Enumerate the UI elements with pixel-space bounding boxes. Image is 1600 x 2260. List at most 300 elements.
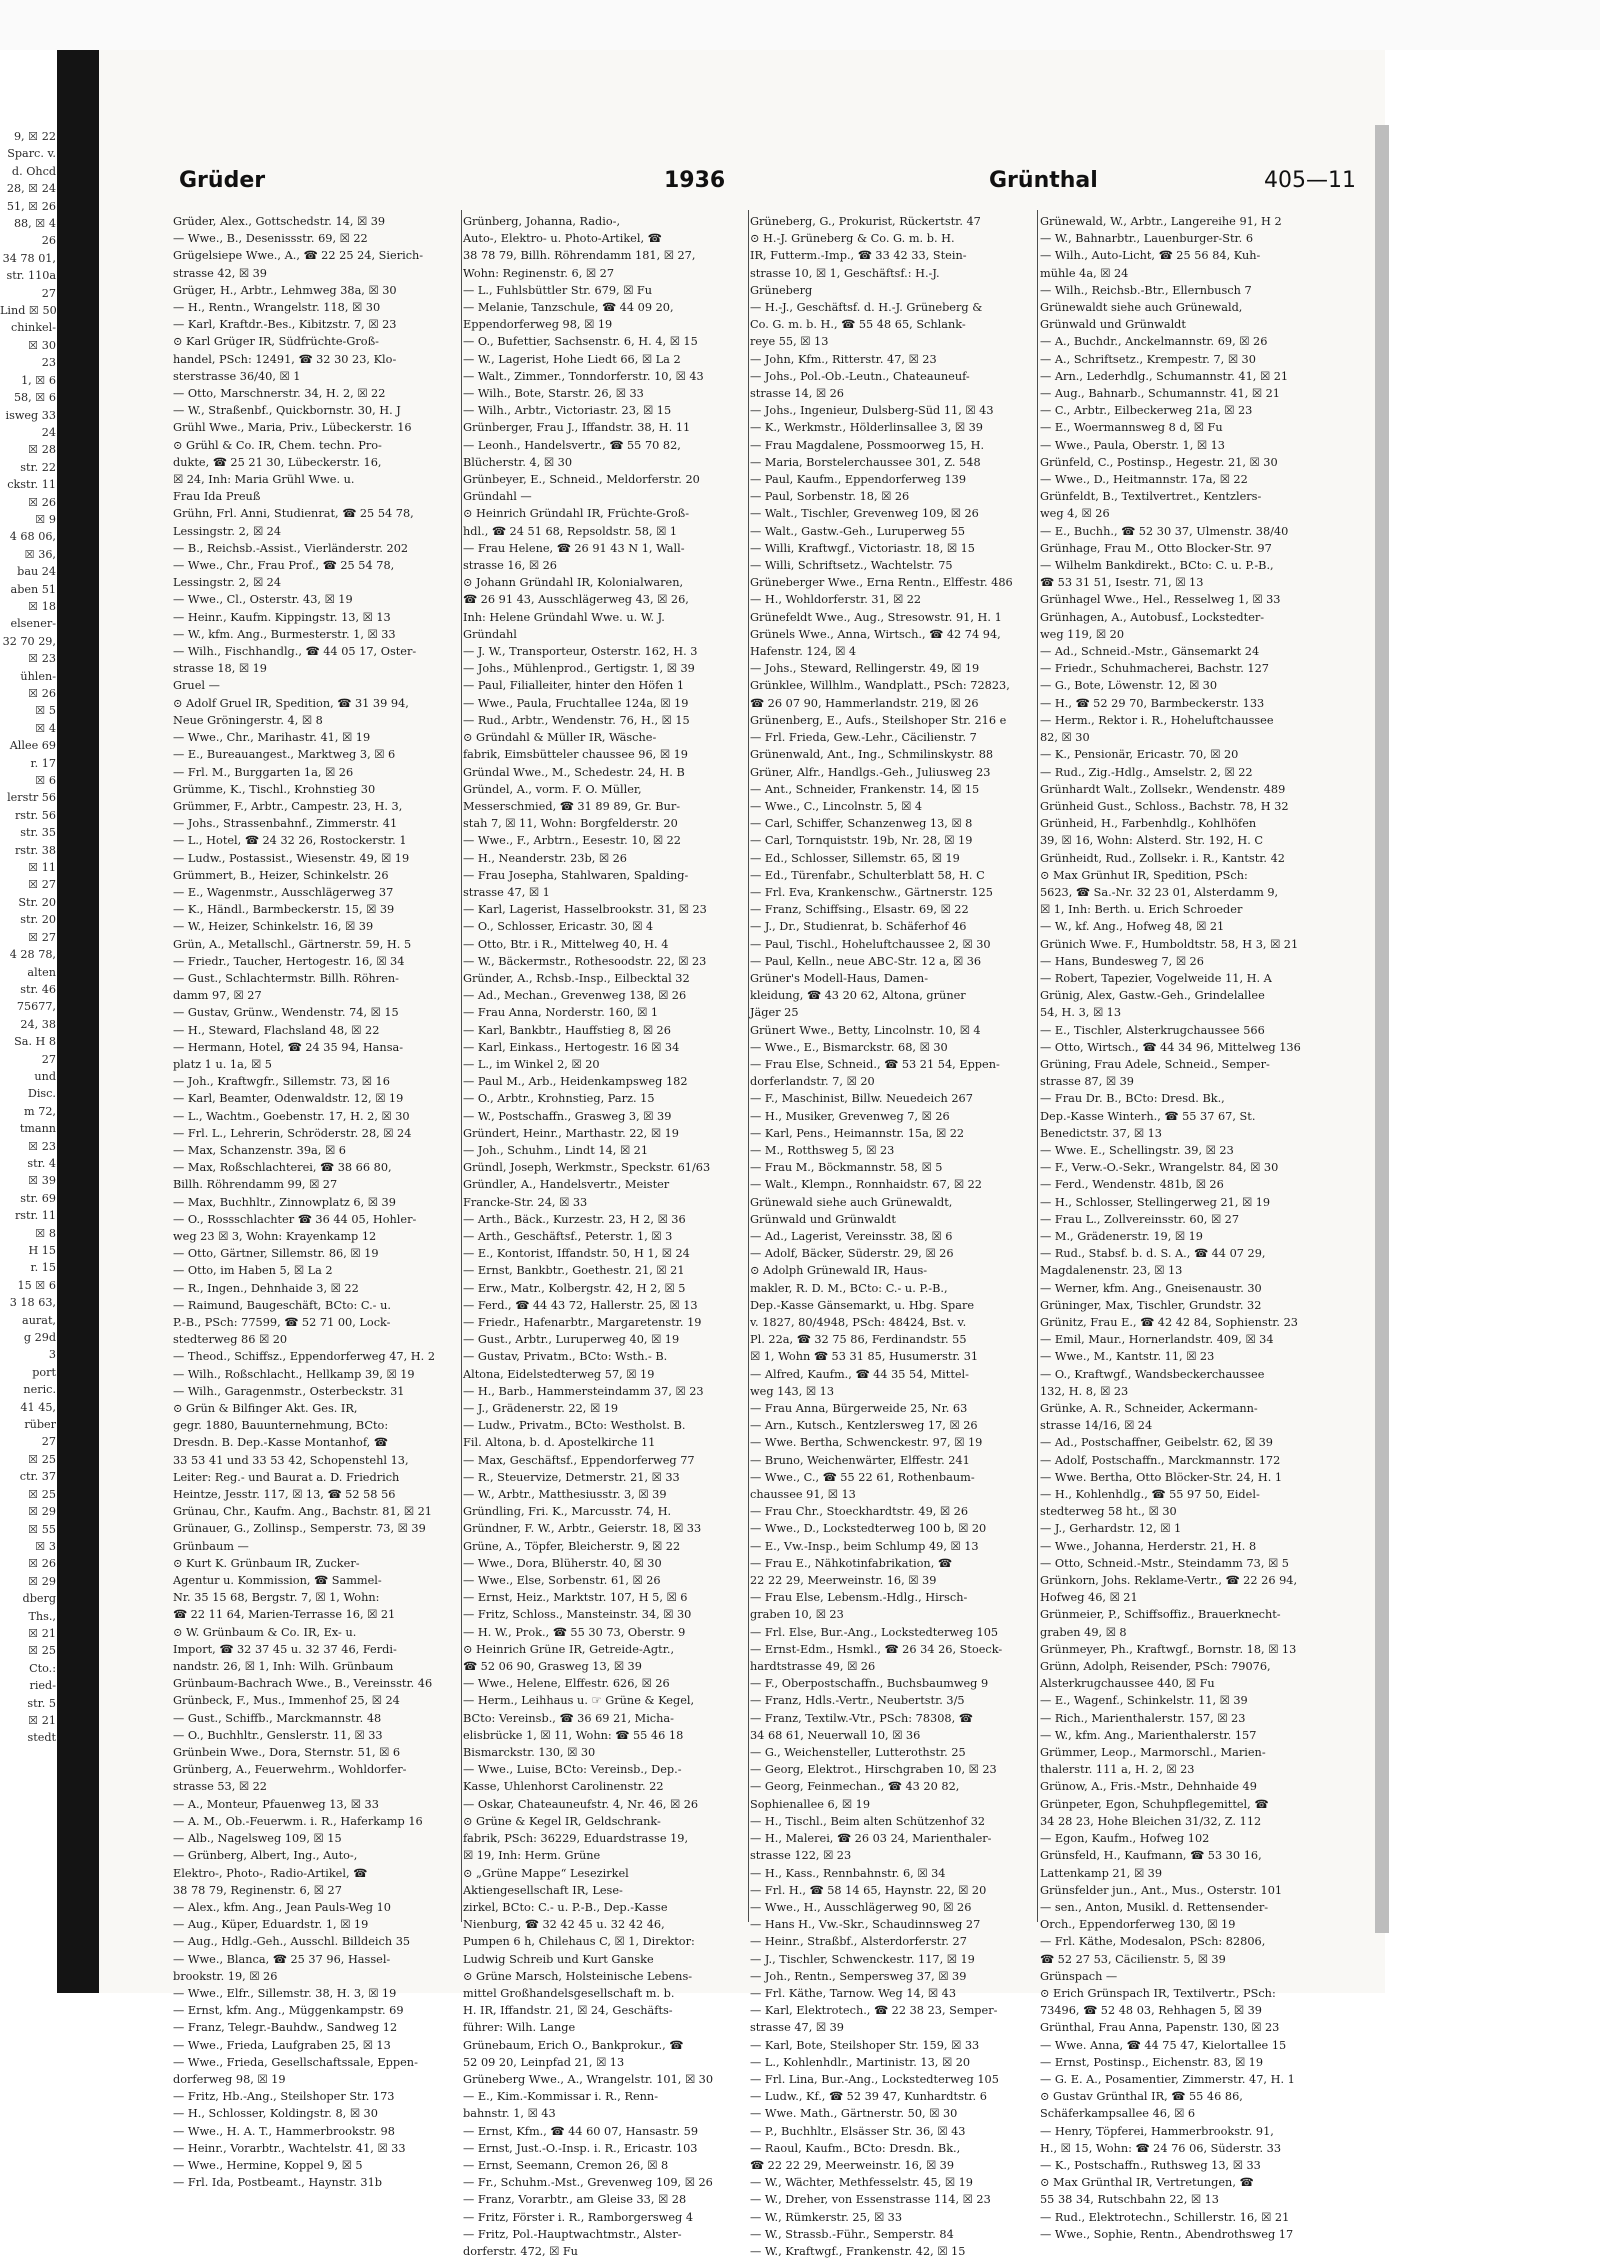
directory-entry-line: — Rud., Arbtr., Wendenstr. 76, H., ☒ 15: [463, 713, 690, 727]
previous-page-line: 4 28 78,: [9, 948, 56, 962]
previous-page-line: 9, ☒ 22: [13, 130, 56, 143]
directory-entry-line: — Carl, Schiffer, Schanzenweg 13, ☒ 8: [750, 817, 973, 831]
directory-entry-line: strasse 16, ☒ 26: [463, 559, 557, 573]
directory-entry-line: — Ernst, Postinsp., Eichenstr. 83, ☒ 19: [1040, 2055, 1264, 2069]
directory-entry-line: — Fr., Schuhm.-Mst., Grevenweg 109, ☒ 26: [463, 2176, 713, 2190]
directory-entry-line: — Gustav, Privatm., BCto: Wsth.- B.: [463, 1350, 668, 1364]
directory-entry-line: — W., Kraftwgf., Frankenstr. 42, ☒ 15: [750, 2244, 966, 2258]
directory-entry-line: — Wwe., Luise, BCto: Vereinsb., Dep.-: [463, 1763, 682, 1777]
directory-entry-line: Grüneberger Wwe., Erna Rentn., Elffestr. 486: [750, 576, 1013, 590]
directory-entry-line: — Paul M., Arb., Heidenkampsweg 182: [463, 1075, 688, 1089]
directory-entry-line: — Aug., Küper, Eduardstr. 1, ☒ 19: [173, 1918, 369, 1932]
directory-entry-line: — Heinr., Kaufm. Kippingstr. 13, ☒ 13: [173, 610, 391, 624]
previous-page-line: rstr. 11: [14, 1209, 56, 1223]
directory-entry-line: 38 78 79, Reginenstr. 6, ☒ 27: [173, 1883, 342, 1897]
directory-entry-line: Schäferkampsallee 46, ☒ 6: [1040, 2107, 1196, 2121]
directory-entry-line: — Melanie, Tanzschule, ☎ 44 09 20,: [463, 301, 674, 315]
previous-page-line: ☒ 39: [28, 1174, 56, 1188]
directory-entry-line: ⊙ Johann Gründahl IR, Kolonialwaren,: [463, 576, 684, 590]
directory-entry-line: ⊙ Karl Grüger IR, Südfrüchte-Groß-: [173, 335, 379, 349]
directory-entry-line: — Max, Buchhltr., Zinnowplatz 6, ☒ 39: [173, 1195, 396, 1209]
previous-page-line: m 72,: [24, 1104, 56, 1118]
directory-entry-line: — Adolf, Postschaffn., Marckmannstr. 172: [1040, 1453, 1281, 1467]
directory-entry-line: strasse 47, ☒ 1: [463, 885, 550, 899]
previous-page-line: ☒ 25: [28, 1644, 56, 1658]
previous-page-line: ☒ 30: [28, 338, 56, 352]
previous-page-line: rstr. 56: [14, 808, 56, 822]
directory-entry-line: — Georg, Elektrot., Hirschgraben 10, ☒ 23: [750, 1763, 997, 1777]
directory-entry-line: Grüning, Frau Adele, Schneid., Semper-: [1040, 1057, 1270, 1071]
directory-entry-line: Grünhagen, A., Autobusf., Lockstedter-: [1040, 610, 1265, 624]
directory-entry-line: — K., Händl., Barmbeckerstr. 15, ☒ 39: [173, 903, 395, 917]
directory-entry-line: v. 1827, 80/4948, PSch: 48424, Bst. v.: [750, 1316, 967, 1329]
directory-entry-line: — Frau Else, Lebensm.-Hdlg., Hirsch-: [750, 1591, 968, 1605]
previous-page-line: 51, ☒ 26: [6, 199, 56, 213]
directory-entry-line: Grünklee, Willhlm., Wandplatt., PSch: 72823,: [750, 679, 1010, 693]
directory-entry-line: — Franz, Telegr.-Bauhdw., Sandweg 12: [173, 2021, 398, 2035]
previous-page-line: ☒ 21: [28, 1713, 56, 1727]
directory-entry-line: — F., Oberpostschaffn., Buchsbaumweg 9: [750, 1677, 989, 1691]
previous-page-line: aurat,: [22, 1313, 56, 1327]
directory-entry-line: — Wilh., Bote, Starstr. 26, ☒ 33: [463, 387, 644, 401]
directory-entry-line: Grünert Wwe., Betty, Lincolnstr. 10, ☒ 4: [750, 1023, 981, 1037]
directory-entry-line: — Frau Dr. B., BCto: Dresd. Bk.,: [1040, 1092, 1225, 1106]
directory-entry-line: H., ☒ 15, Wohn: ☎ 24 76 06, Süderstr. 33: [1040, 2141, 1282, 2155]
previous-page-line: ☒ 27: [28, 930, 56, 944]
directory-entry-line: — Frau Anna, Norderstr. 160, ☒ 1: [463, 1006, 659, 1020]
directory-entry-line: Grümme, K., Tischl., Krohnstieg 30: [173, 782, 376, 796]
directory-entry-line: — Ludw., Postassist., Wiesenstr. 49, ☒ 19: [173, 851, 410, 865]
directory-entry-line: Grümmert, B., Heizer, Schinkelstr. 26: [173, 868, 389, 882]
directory-entry-line: Messerschmied, ☎ 31 89 89, Gr. Bur-: [463, 799, 681, 813]
directory-entry-line: — Ferd., ☎ 44 43 72, Hallerstr. 25, ☒ 13: [463, 1298, 698, 1312]
directory-entry-line: strasse 53, ☒ 22: [173, 1780, 267, 1794]
directory-entry-line: kleidung, ☎ 43 20 62, Altona, grüner: [750, 989, 966, 1003]
previous-page-line: 32 70 29,: [2, 634, 56, 648]
directory-entry-line: ⊙ W. Grünbaum & Co. IR, Ex- u.: [173, 1625, 357, 1639]
directory-entry-line: — Wwe. Math., Gärtnerstr. 50, ☒ 30: [750, 2107, 958, 2121]
previous-page-line: ☒ 4: [35, 721, 56, 735]
directory-entry-line: ⊙ Max Grünhut IR, Spedition, PSch:: [1040, 868, 1248, 882]
directory-entry-line: Bismarckstr. 130, ☒ 30: [463, 1746, 596, 1760]
directory-entry-line: Grünthal, Frau Anna, Papenstr. 130, ☒ 23: [1040, 2021, 1280, 2035]
previous-page-line: 3: [48, 1348, 56, 1362]
directory-entry-line: Gründahl: [463, 627, 517, 641]
directory-entry-line: — Karl, Lagerist, Hasselbrookstr. 31, ☒ 23: [463, 903, 707, 917]
directory-entry-line: — Herm., Rektor i. R., Hoheluftchaussee: [1040, 713, 1274, 727]
header-right-keyword: Grünthal: [989, 168, 1098, 193]
directory-entry-line: Francke-Str. 24, ☒ 33: [463, 1195, 588, 1209]
directory-entry-line: — Oskar, Chateauneufstr. 4, Nr. 46, ☒ 26: [463, 1797, 699, 1811]
directory-entry-line: Gründner, F. W., Arbtr., Geierstr. 18, ☒ 33: [463, 1522, 702, 1536]
directory-entry-line: Grünwald und Grünwaldt: [1040, 318, 1186, 332]
previous-page-line: und: [34, 1069, 56, 1083]
directory-entry-line: — Ad., Lagerist, Vereinsstr. 38, ☒ 6: [750, 1229, 953, 1243]
directory-entry-line: Grünauer, G., Zollinsp., Semperstr. 73, ☒ 39: [173, 1522, 426, 1536]
directory-entry-line: Jäger 25: [750, 1006, 799, 1020]
directory-entry-line: ⊙ Adolph Grünewald IR, Haus-: [750, 1264, 928, 1278]
directory-entry-line: — Wwe., Hermine, Koppel 9, ☒ 5: [173, 2158, 363, 2172]
directory-entry-line: stedterweg 86 ☒ 20: [173, 1333, 288, 1347]
directory-entry-line: weg 143, ☒ 13: [750, 1384, 835, 1398]
directory-entry-line: — H.-J., Geschäftsf. d. H.-J. Grüneberg &: [750, 301, 983, 315]
previous-page-line: Str. 20: [18, 895, 56, 909]
directory-entry-line: ⊙ H.-J. Grüneberg & Co. G. m. b. H.: [750, 232, 955, 246]
directory-entry-line: strasse 42, ☒ 39: [173, 266, 267, 280]
directory-entry-line: ☎ 26 07 90, Hammerlandstr. 219, ☒ 26: [750, 696, 979, 710]
directory-entry-line: — Paul, Tischl., Hoheluftchaussee 2, ☒ 30: [750, 937, 991, 951]
directory-entry-line: — Karl, Einkass., Hertogestr. 16 ☒ 34: [463, 1040, 680, 1054]
directory-entry-line: — Ed., Türenfabr., Schulterblatt 58, H. C: [750, 868, 985, 882]
directory-entry-line: Nr. 35 15 68, Bergstr. 7, ☒ 1, Wohn:: [173, 1591, 380, 1605]
directory-entry-line: — Robert, Tapezier, Vogelweide 11, H. A: [1040, 971, 1272, 985]
previous-page-line: 26: [41, 234, 56, 248]
directory-entry-line: dorferstr. 472, ☒ Fu: [463, 2244, 578, 2258]
directory-entry-line: Grünenwald, Ant., Ing., Schmilinskystr. 88: [750, 748, 994, 762]
directory-entry-line: — Wwe., Helene, Elffestr. 626, ☒ 26: [463, 1677, 670, 1691]
directory-entry-line: ☒ 19, Inh: Herm. Grüne: [463, 1849, 601, 1863]
directory-entry-line: dukte, ☎ 25 21 30, Lübeckerstr. 16,: [173, 455, 382, 469]
directory-entry-line: — Paul, Sorbenstr. 18, ☒ 26: [750, 490, 910, 504]
directory-entry-line: — Walt., Zimmer., Tonndorferstr. 10, ☒ 43: [463, 369, 704, 383]
directory-entry-line: strasse 14/16, ☒ 24: [1040, 1419, 1153, 1433]
directory-entry-line: Grüninger, Max, Tischler, Grundstr. 32: [1040, 1298, 1262, 1312]
directory-entry-line: Grünspach —: [1040, 1969, 1118, 1983]
directory-entry-line: fabrik, Eimsbütteler chaussee 96, ☒ 19: [463, 748, 688, 762]
previous-page-line: 24: [41, 425, 56, 439]
page-header: [179, 168, 1359, 198]
directory-entry-line: Grünefeldt Wwe., Aug., Stresowstr. 91, H. 1: [750, 610, 1002, 624]
directory-entry-line: — Frl. Käthe, Modesalon, PSch: 82806,: [1040, 1935, 1266, 1949]
previous-page-fragment: [0, 128, 56, 1948]
directory-entry-line: BCto: Vereinsb., ☎ 36 69 21, Micha-: [463, 1711, 674, 1725]
previous-page-line: 1, ☒ 6: [21, 373, 56, 387]
directory-column-4: [1040, 213, 1323, 2241]
directory-entry-line: — H., Musiker, Grevenweg 7, ☒ 26: [750, 1109, 950, 1123]
previous-page-line: 27: [41, 1435, 56, 1449]
previous-page-line: ☒ 6: [35, 774, 56, 788]
previous-page-line: d. Ohcd: [11, 164, 56, 178]
directory-entry-line: Gründal Wwe., M., Schedestr. 24, H. B: [463, 765, 685, 779]
directory-entry-line: Grünmeyer, Ph., Kraftwgf., Bornstr. 18, ☒ 13: [1040, 1642, 1297, 1656]
previous-page-line: ☒ 26: [28, 495, 56, 509]
directory-entry-line: — Frl. Lina, Bur.-Ang., Lockstedterweg 105: [750, 2072, 999, 2086]
directory-entry-line: — John, Kfm., Ritterstr. 47, ☒ 23: [750, 352, 937, 366]
directory-entry-line: Grünke, A. R., Schneider, Ackermann-: [1040, 1402, 1258, 1416]
previous-page-line: tmann: [19, 1122, 56, 1136]
directory-entry-line: makler, R. D. M., BCto: C.- u. P.-B.,: [750, 1281, 948, 1295]
directory-entry-line: Grünau, Chr., Kaufm. Ang., Bachstr. 81, ☒ 21: [173, 1505, 432, 1519]
previous-page-line: ☒ 8: [35, 1226, 56, 1240]
directory-entry-line: 54, H. 3, ☒ 13: [1040, 1006, 1122, 1020]
directory-entry-line: — Leonh., Handelsvertr., ☎ 55 70 82,: [463, 438, 681, 452]
directory-entry-line: — H. W., Prok., ☎ 55 30 73, Oberstr. 9: [463, 1625, 686, 1639]
directory-entry-line: — Wilhelm Bankdirekt., BCto: C. u. P.-B.,: [1040, 559, 1274, 573]
previous-page-line: ☒ 36,: [24, 547, 56, 561]
directory-entry-line: — Heinr., Vorarbtr., Wachtelstr. 41, ☒ 33: [173, 2141, 406, 2155]
directory-entry-line: Aktiengesellschaft IR, Lese-: [463, 1883, 623, 1897]
directory-entry-line: Eppendorferweg 98, ☒ 19: [463, 318, 613, 332]
directory-entry-line: — A. M., Ob.-Feuerwm. i. R., Haferkamp 16: [173, 1814, 423, 1828]
previous-page-line: ☒ 3: [35, 1539, 56, 1553]
directory-entry-line: Grün, A., Metallschl., Gärtnerstr. 59, H. 5: [173, 937, 412, 951]
previous-page-line: ☒ 21: [28, 1626, 56, 1640]
directory-entry-line: nandstr. 26, ☒ 1, Inh: Wilh. Grünbaum: [173, 1660, 394, 1674]
directory-entry-line: Orch., Eppendorferweg 130, ☒ 19: [1040, 1918, 1236, 1932]
directory-entry-line: — J., Dr., Studienrat, b. Schäferhof 46: [750, 920, 967, 934]
directory-entry-line: — J., Tischler, Schwenckestr. 117, ☒ 19: [750, 1952, 975, 1966]
directory-entry-line: ⊙ Grühl & Co. IR, Chem. techn. Pro-: [173, 438, 382, 452]
directory-entry-line: — F., Maschinist, Billw. Neuedeich 267: [750, 1092, 973, 1106]
directory-entry-line: — Otto, im Haben 5, ☒ La 2: [173, 1264, 333, 1278]
directory-entry-line: Grünheid Gust., Schloss., Bachstr. 78, H 32: [1040, 799, 1289, 813]
directory-entry-line: 34 68 61, Neuerwall 10, ☒ 36: [750, 1728, 921, 1742]
directory-entry-line: Inh: Helene Gründahl Wwe. u. W. J.: [463, 610, 665, 624]
directory-entry-line: strasse 14, ☒ 26: [750, 387, 844, 401]
directory-entry-line: — Joh., Schuhm., Lindt 14, ☒ 21: [463, 1143, 649, 1157]
previous-page-line: ctr. 37: [19, 1470, 56, 1484]
previous-page-line: ☒ 55: [28, 1522, 56, 1536]
directory-entry-line: Hafenstr. 124, ☒ 4: [750, 645, 857, 659]
directory-entry-line: 34 28 23, Hohe Bleichen 31/32, Z. 112: [1040, 1814, 1262, 1828]
directory-entry-line: — Ernst, Heiz., Marktstr. 107, H 5, ☒ 6: [463, 1591, 688, 1605]
directory-entry-line: — E., Bureauangest., Marktweg 3, ☒ 6: [173, 748, 396, 762]
previous-page-line: g 29d: [23, 1331, 56, 1345]
directory-entry-line: ⊙ Heinrich Gründahl IR, Früchte-Groß-: [463, 507, 690, 521]
directory-entry-line: — Johs., Strassenbahnf., Zimmerstr. 41: [173, 817, 398, 831]
previous-page-line: str. 20: [20, 913, 56, 927]
directory-entry-line: — J., Gerhardstr. 12, ☒ 1: [1040, 1522, 1182, 1536]
directory-entry-line: — Wwe., H., Ausschlägerweg 90, ☒ 26: [750, 1900, 972, 1914]
previous-page-line: r. 17: [30, 756, 56, 770]
directory-entry-line: zirkel, BCto: C.- u. P.-B., Dep.-Kasse: [463, 1900, 668, 1914]
directory-entry-line: — Frau M., Böckmannstr. 58, ☒ 5: [750, 1161, 943, 1175]
previous-page-line: port: [32, 1365, 56, 1379]
directory-entry-line: — J. W., Transporteur, Osterstr. 162, H. 3: [463, 645, 698, 659]
directory-entry-line: Grünpeter, Egon, Schuhpflegemittel, ☎: [1040, 1797, 1269, 1811]
directory-entry-line: Pumpen 6 h, Chilehaus C, ☒ 1, Direktor:: [463, 1935, 695, 1949]
directory-entry-line: 39, ☒ 16, Wohn: Alsterd. Str. 192, H. C: [1040, 834, 1264, 848]
directory-entry-line: 5623, ☎ Sa.-Nr. 32 23 01, Alsterdamm 9,: [1040, 885, 1279, 899]
previous-page-line: ckstr. 11: [7, 478, 56, 492]
directory-entry-line: handel, PSch: 12491, ☎ 32 30 23, Klo-: [173, 352, 397, 366]
directory-entry-line: — K., Postschaffn., Ruthsweg 13, ☒ 33: [1040, 2158, 1261, 2172]
previous-page-line: ☒ 18: [28, 599, 56, 613]
directory-entry-line: — J., Grädenerstr. 22, ☒ 19: [463, 1402, 619, 1416]
previous-page-line: isweg 33: [5, 408, 56, 422]
directory-entry-line: Grünhage, Frau M., Otto Blocker-Str. 97: [1040, 541, 1272, 555]
directory-entry-line: — E., Vw.-Insp., beim Schlump 49, ☒ 13: [750, 1539, 979, 1553]
directory-entry-line: — Arth., Geschäftsf., Peterstr. 1, ☒ 3: [463, 1229, 673, 1243]
directory-entry-line: ☎ 52 27 53, Cäcilienstr. 5, ☒ 39: [1040, 1952, 1226, 1966]
directory-entry-line: — Rud., Stabsf. b. d. S. A., ☎ 44 07 29,: [1040, 1247, 1266, 1261]
previous-page-line: bau 24: [17, 565, 56, 579]
directory-entry-line: ☒ 1, Wohn ☎ 53 31 85, Husumerstr. 31: [750, 1350, 979, 1364]
book-binding-gutter: [57, 50, 99, 1993]
directory-entry-line: — Karl, Bote, Steilshoper Str. 159, ☒ 33: [750, 2038, 980, 2052]
directory-entry-line: — H., Neanderstr. 23b, ☒ 26: [463, 851, 627, 865]
directory-entry-line: — Wwe., Else, Sorbenstr. 61, ☒ 26: [463, 1574, 661, 1588]
directory-entry-line: — C., Arbtr., Eilbeckerweg 21a, ☒ 23: [1040, 404, 1253, 418]
directory-entry-line: — sen., Anton, Musikl. d. Rettensender-: [1040, 1900, 1269, 1914]
previous-page-line: ☒ 29: [28, 1574, 56, 1588]
directory-entry-line: — W., Postschaffn., Grasweg 3, ☒ 39: [463, 1109, 672, 1123]
directory-entry-line: — W., Lagerist, Hohe Liedt 66, ☒ La 2: [463, 352, 681, 366]
directory-entry-line: — H., ☎ 52 29 70, Barmbeckerstr. 133: [1040, 696, 1265, 710]
directory-entry-line: — Wwe., Cl., Osterstr. 43, ☒ 19: [173, 593, 353, 607]
directory-entry-line: ☎ 22 22 29, Meerweinstr. 16, ☒ 39: [750, 2158, 955, 2172]
directory-entry-line: Grügelsiepe Wwe., A., ☎ 22 25 24, Sierich-: [173, 249, 424, 263]
directory-entry-line: — Maria, Borstelerchaussee 301, Z. 548: [750, 455, 981, 469]
directory-entry-line: — E., Tischler, Alsterkrugchaussee 566: [1040, 1023, 1265, 1037]
directory-entry-line: — Frau Josepha, Stahlwaren, Spalding-: [463, 868, 689, 882]
directory-entry-line: — Franz, Textilw.-Vtr., PSch: 78308, ☎: [750, 1711, 973, 1725]
directory-entry-line: Grümmer, Leop., Marmorschl., Marien-: [1040, 1746, 1266, 1760]
directory-entry-line: — A., Buchdr., Anckelmannstr. 69, ☒ 26: [1040, 335, 1268, 349]
directory-entry-line: — Emil, Maur., Hornerlandstr. 409, ☒ 34: [1040, 1333, 1274, 1347]
directory-entry-line: Grünbaum —: [173, 1539, 249, 1553]
directory-column-3: [750, 213, 1033, 2258]
directory-entry-line: — Frau Helene, ☎ 26 91 43 N 1, Wall-: [463, 541, 685, 555]
directory-entry-line: Frau Ida Preuß: [173, 490, 261, 504]
directory-entry-line: — Wwe., B., Desenissstr. 69, ☒ 22: [173, 232, 368, 246]
directory-entry-line: — Herm., Leihhaus u. ☞ Grüne & Kegel,: [463, 1694, 695, 1708]
directory-entry-line: — O., Rossschlachter ☎ 36 44 05, Hohler-: [173, 1212, 417, 1226]
directory-entry-line: ⊙ Gründahl & Müller IR, Wäsche-: [463, 731, 657, 745]
directory-entry-line: — E., Wagenf., Schinkelstr. 11, ☒ 39: [1040, 1694, 1248, 1708]
directory-entry-line: — Wwe., D., Heitmannstr. 17a, ☒ 22: [1040, 473, 1248, 487]
directory-entry-line: Gründl, Joseph, Werkmstr., Speckstr. 61/63: [463, 1161, 711, 1175]
previous-page-line: ühlen-: [20, 669, 56, 683]
directory-entry-line: Import, ☎ 32 37 45 u. 32 37 46, Ferdi-: [173, 1642, 397, 1656]
previous-page-line: 88, ☒ 4: [13, 217, 56, 231]
directory-entry-line: Grünewald, W., Arbtr., Langereihe 91, H 2: [1040, 215, 1282, 228]
directory-entry-line: — Otto, Marschnerstr. 34, H. 2, ☒ 22: [173, 387, 386, 401]
directory-entry-line: — Walt., Tischler, Grevenweg 109, ☒ 26: [750, 507, 979, 521]
directory-entry-line: — Johs., Ingenieur, Dulsberg-Süd 11, ☒ 43: [750, 404, 994, 418]
previous-page-line: ☒ 26: [28, 1557, 56, 1571]
directory-entry-line: — E., Wagenmstr., Ausschlägerweg 37: [173, 885, 394, 899]
directory-entry-line: Pl. 22a, ☎ 32 75 86, Ferdinandstr. 55: [750, 1333, 967, 1347]
directory-entry-line: — L., Hotel, ☎ 24 32 26, Rostockerstr. 1: [173, 834, 407, 848]
previous-page-line: 4 68 06,: [9, 530, 56, 544]
directory-entry-line: — Fritz, Hb.-Ang., Steilshoper Str. 173: [173, 2090, 395, 2104]
previous-page-line: 34 78 01,: [2, 251, 56, 265]
directory-entry-line: — Frau E., Nähkotinfabrikation, ☎: [750, 1556, 952, 1570]
directory-entry-line: IR, Futterm.-Imp., ☎ 33 42 33, Stein-: [750, 249, 967, 263]
directory-entry-line: — Joh., Kraftwgfr., Sillemstr. 73, ☒ 16: [173, 1075, 390, 1089]
directory-entry-line: ⊙ „Grüne Mappe“ Lesezirkel: [463, 1866, 629, 1880]
directory-entry-line: — L., im Winkel 2, ☒ 20: [463, 1057, 600, 1071]
directory-entry-line: 132, H. 8, ☒ 23: [1040, 1384, 1129, 1398]
directory-entry-line: — Otto, Btr. i R., Mittelweg 40, H. 4: [463, 937, 669, 951]
directory-entry-line: Grünmeier, P., Schiffsoffiz., Brauerknecht-: [1040, 1608, 1281, 1622]
directory-entry-line: brookstr. 19, ☒ 26: [173, 1969, 278, 1983]
directory-entry-line: — O., Arbtr., Krohnstieg, Parz. 15: [463, 1092, 655, 1106]
previous-page-line: ried-: [29, 1679, 56, 1693]
directory-entry-line: — Frau Magdalene, Possmoorweg 15, H.: [750, 438, 985, 452]
directory-entry-line: Grünig, Alex, Gastw.-Geh., Grindelallee: [1040, 989, 1265, 1003]
directory-entry-line: Grünels Wwe., Anna, Wirtsch., ☎ 42 74 94,: [750, 627, 1001, 641]
directory-entry-line: ☒ 24, Inh: Maria Grühl Wwe. u.: [173, 473, 355, 487]
directory-entry-line: 22 22 29, Meerweinstr. 16, ☒ 39: [750, 1574, 937, 1588]
directory-entry-line: Grüner's Modell-Haus, Damen-: [750, 971, 929, 985]
previous-page-line: 27: [41, 1052, 56, 1066]
directory-entry-line: — H., Malerei, ☎ 26 03 24, Marienthaler-: [750, 1832, 992, 1846]
directory-entry-line: Nienburg, ☎ 32 42 45 u. 32 42 46,: [463, 1918, 665, 1932]
directory-entry-line: — Karl, Elektrotech., ☎ 22 38 23, Semper-: [750, 2004, 998, 2018]
directory-entry-line: Dep.-Kasse Gänsemarkt, u. Hbg. Spare: [750, 1298, 975, 1312]
previous-page-line: Lind ☒ 50: [0, 304, 57, 318]
directory-entry-line: Elektro-, Photo-, Radio-Artikel, ☎: [173, 1866, 368, 1880]
directory-entry-line: — Frl. Eva, Krankenschw., Gärtnerstr. 125: [750, 885, 993, 899]
directory-entry-line: — Alex., kfm. Ang., Jean Pauls-Weg 10: [173, 1900, 391, 1914]
directory-entry-line: — W., Heizer, Schinkelstr. 16, ☒ 39: [173, 920, 374, 934]
directory-entry-line: Billh. Röhrendamm 99, ☒ 27: [173, 1178, 338, 1192]
directory-entry-line: Grünbaum-Bachrach Wwe., B., Vereinsstr. 46: [173, 1677, 433, 1691]
directory-entry-line: — R., Ingen., Dehnhaide 3, ☒ 22: [173, 1281, 359, 1295]
directory-entry-line: fabrik, PSch: 36229, Eduardstrasse 19,: [463, 1832, 689, 1846]
directory-entry-line: — Ant., Schneider, Frankenstr. 14, ☒ 15: [750, 782, 980, 796]
directory-entry-line: — M., Rotthsweg 5, ☒ 23: [750, 1143, 895, 1157]
previous-page-line: str. 5: [27, 1696, 56, 1710]
directory-entry-line: ☎ 53 31 51, Isestr. 71, ☒ 13: [1040, 576, 1204, 590]
directory-entry-line: — Otto, Gärtner, Sillemstr. 86, ☒ 19: [173, 1247, 379, 1261]
directory-entry-line: — P., Buchhltr., Elsässer Str. 36, ☒ 43: [750, 2124, 966, 2138]
previous-page-line: ☒ 25: [28, 1452, 56, 1466]
directory-entry-line: — Wwe. Anna, ☎ 44 75 47, Kielortallee 15: [1040, 2038, 1287, 2052]
directory-entry-line: — F., Verw.-O.-Sekr., Wrangelstr. 84, ☒ 30: [1040, 1161, 1279, 1175]
directory-entry-line: — H., Rentn., Wrangelstr. 118, ☒ 30: [173, 301, 381, 315]
previous-page-line: 75677,: [16, 1000, 56, 1014]
directory-entry-line: — H., Barb., Hammersteindamm 37, ☒ 23: [463, 1384, 704, 1398]
directory-entry-line: — Egon, Kaufm., Hofweg 102: [1040, 1832, 1210, 1846]
directory-entry-line: Kasse, Uhlenhorst Carolinenstr. 22: [463, 1780, 664, 1794]
directory-entry-line: — Otto, Wirtsch., ☎ 44 34 96, Mittelweg 136: [1040, 1040, 1301, 1054]
directory-entry-line: Grünow, A., Fris.-Mstr., Dehnhaide 49: [1040, 1780, 1257, 1794]
directory-entry-line: — H., Wohldorferstr. 31, ☒ 22: [750, 593, 922, 607]
directory-entry-line: — Hans, Bundesweg 7, ☒ 26: [1040, 954, 1204, 968]
directory-entry-line: — Ad., Mechan., Grevenweg 138, ☒ 26: [463, 989, 687, 1003]
directory-entry-line: — Karl, Beamter, Odenwaldstr. 12, ☒ 19: [173, 1092, 404, 1106]
directory-entry-line: — Otto, Schneid.-Mstr., Steindamm 73, ☒ 5: [1040, 1556, 1289, 1570]
directory-entry-line: — Friedr., Schuhmacherei, Bachstr. 127: [1040, 662, 1269, 676]
directory-entry-line: P.-B., PSch: 77599, ☎ 52 71 00, Lock-: [173, 1316, 391, 1329]
directory-entry-line: — L., Kohlenhdlr., Martinistr. 13, ☒ 20: [750, 2055, 971, 2069]
directory-entry-line: — E., Kontorist, Iffandstr. 50, H 1, ☒ 24: [463, 1247, 690, 1261]
previous-page-line: H 15: [28, 1244, 56, 1257]
directory-entry-line: — H., Schlosser, Stellingerweg 21, ☒ 19: [1040, 1195, 1271, 1209]
directory-entry-line: 73496, ☎ 52 48 03, Rehhagen 5, ☒ 39: [1040, 2004, 1262, 2018]
directory-entry-line: — H., Kass., Rennbahnstr. 6, ☒ 34: [750, 1866, 946, 1880]
scan-top-margin: [0, 0, 1600, 50]
directory-entry-line: Heintze, Jesstr. 117, ☒ 13, ☎ 52 58 56: [173, 1488, 396, 1502]
directory-entry-line: stedterweg 58 ht., ☒ 30: [1040, 1505, 1177, 1519]
directory-entry-line: Magdalenenstr. 23, ☒ 13: [1040, 1264, 1183, 1278]
directory-entry-line: Lessingstr. 2, ☒ 24: [173, 524, 282, 538]
directory-entry-line: — Karl, Bankbtr., Hauffstieg 8, ☒ 26: [463, 1023, 671, 1037]
directory-entry-line: Benedictstr. 37, ☒ 13: [1040, 1126, 1162, 1140]
directory-entry-line: ⊙ Max Grünthal IR, Vertretungen, ☎: [1040, 2176, 1254, 2190]
directory-entry-line: mühle 4a, ☒ 24: [1040, 266, 1129, 280]
directory-entry-line: — Ad., Postschaffner, Geibelstr. 62, ☒ 39: [1040, 1436, 1273, 1450]
directory-entry-line: — Walt., Klempn., Ronnhaidstr. 67, ☒ 22: [750, 1178, 982, 1192]
directory-entry-line: Grünn, Adolph, Reisender, PSch: 79076,: [1040, 1660, 1271, 1674]
directory-entry-line: bahnstr. 1, ☒ 43: [463, 2107, 556, 2121]
directory-entry-line: weg 4, ☒ 26: [1040, 507, 1110, 521]
previous-page-line: rstr. 38: [14, 843, 56, 857]
directory-entry-line: — Rud., Elektrotechn., Schillerstr. 16, ☒ 21: [1040, 2210, 1290, 2224]
